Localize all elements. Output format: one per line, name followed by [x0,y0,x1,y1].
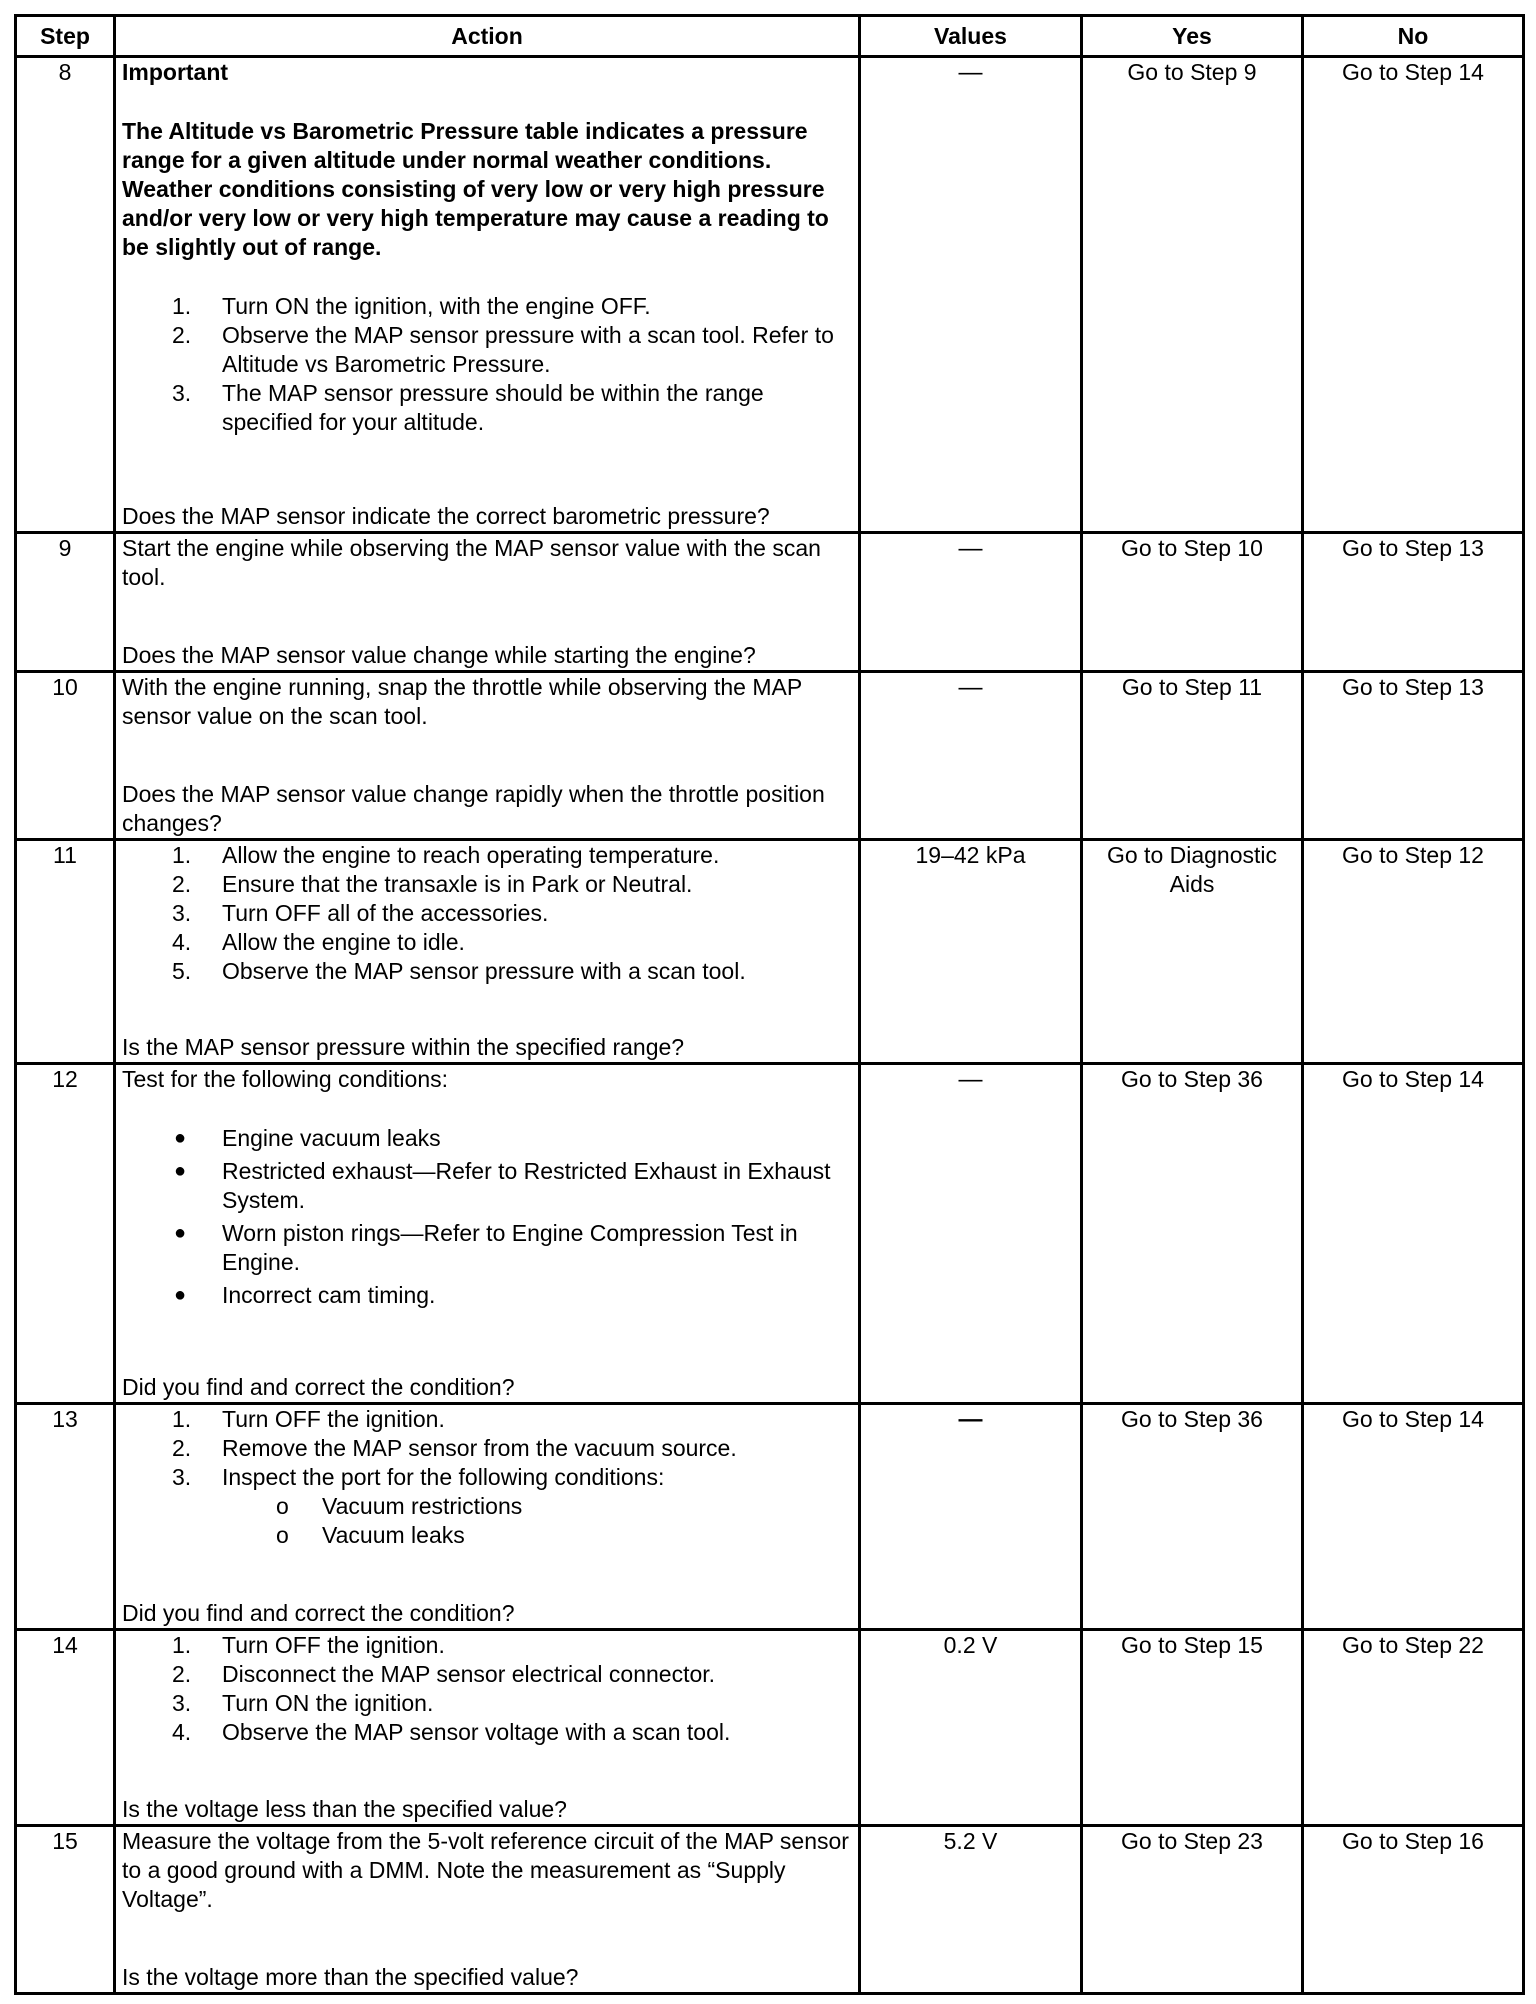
yes-cell: Go to Step 9 [1082,57,1303,533]
action-cell [115,533,860,672]
question-text: Did you find and correct the condition? [122,1600,515,1626]
instruction-text: Start the engine while observing the MAP sensor value with the scan tool. [122,535,821,590]
header-row [16,16,1524,57]
question-text: Is the voltage more than the specified value? [122,1964,579,1990]
table-row [16,1826,1524,1994]
no-cell: Go to Step 22 [1303,1630,1524,1826]
step-number: 8 [16,57,115,533]
condition-list [122,1124,852,1314]
value-cell: — [860,672,1082,840]
value-cell: — [860,1064,1082,1404]
action-cell [115,1064,860,1404]
procedure-step: 3. Turn ON the ignition. [172,1690,434,1716]
table-row [16,1630,1524,1826]
value-cell: — [860,1404,1082,1630]
table-row [16,1404,1524,1630]
value-cell: 0.2 V [860,1630,1082,1826]
procedure-step: 2. Observe the MAP sensor pressure with a scan tool. Refer to Altitude vs Barometric Pressure. [172,322,834,377]
procedure-step: 5. Observe the MAP sensor pressure with a scan tool. [172,958,746,984]
value-cell: — [860,57,1082,533]
no-cell: Go to Step 12 [1303,840,1524,1064]
important-title: Important [122,59,229,85]
instruction-text: Measure the voltage from the 5-volt reference circuit of the MAP sensor to a good ground with a DMM. Note the measurement as “Supply Voltage”. [122,1828,849,1912]
procedure-step: 1. Turn OFF the ignition. [172,1632,445,1658]
step-number: 13 [16,1404,115,1630]
question-text: Does the MAP sensor value change while starting the engine? [122,642,756,668]
instruction-text: Test for the following conditions: [122,1066,449,1092]
step-number: 9 [16,533,115,672]
value-cell: — [860,533,1082,672]
sub-condition-list [122,1492,852,1550]
procedure-step: 1. Turn ON the ignition, with the engine OFF. [172,293,651,319]
header-no: No [1303,16,1524,57]
yes-cell: Go to Step 10 [1082,533,1303,672]
procedure-step: 3. Turn OFF all of the accessories. [172,900,549,926]
procedure-list [122,1631,852,1747]
question-text: Is the voltage less than the specified value? [122,1796,567,1822]
condition-item: ● Engine vacuum leaks [174,1125,441,1151]
action-cell [115,672,860,840]
procedure-step: 2. Remove the MAP sensor from the vacuum source. [172,1435,737,1461]
no-cell: Go to Step 14 [1303,57,1524,533]
procedure-step: 1. Turn OFF the ignition. [172,1406,445,1432]
step-number: 14 [16,1630,115,1826]
instruction-text: With the engine running, snap the throttle while observing the MAP sensor value on the scan tool. [122,674,802,729]
question-text: Is the MAP sensor pressure within the specified range? [122,1034,685,1060]
no-cell: Go to Step 13 [1303,672,1524,840]
header-action: Action [115,16,860,57]
important-text: The Altitude vs Barometric Pressure table indicates a pressure range for a given altitude under normal weather conditions. Weather conditions consisting of very low or very high pressure and/or very low or very high temperature may cause a reading to be slightly out of range. [122,118,829,260]
table-row [16,672,1524,840]
diagnostic-table [14,14,1525,1995]
procedure-list [122,1405,852,1492]
yes-cell: Go to Step 11 [1082,672,1303,840]
procedure-step: 3. Inspect the port for the following conditions: [172,1464,665,1490]
condition-item: ● Incorrect cam timing. [174,1282,436,1308]
question-text: Did you find and correct the condition? [122,1374,515,1400]
question-text: Does the MAP sensor value change rapidly when the throttle position changes? [122,781,825,836]
header-values: Values [860,16,1082,57]
no-cell: Go to Step 13 [1303,533,1524,672]
procedure-step: 2. Ensure that the transaxle is in Park or Neutral. [172,871,693,897]
step-number: 10 [16,672,115,840]
action-cell [115,57,860,533]
step-number: 15 [16,1826,115,1994]
action-cell [115,1826,860,1994]
condition-item: ● Worn piston rings—Refer to Engine Compression Test in Engine. [174,1220,798,1275]
sub-condition-item: o Vacuum restrictions [276,1493,523,1519]
yes-cell: Go to Step 36 [1082,1064,1303,1404]
yes-cell: Go to Step 23 [1082,1826,1303,1994]
procedure-step: 1. Allow the engine to reach operating temperature. [172,842,720,868]
condition-item: ● Restricted exhaust—Refer to Restricted Exhaust in Exhaust System. [174,1158,831,1213]
yes-cell: Go to Diagnostic Aids [1082,840,1303,1064]
action-cell [115,840,860,1064]
action-cell [115,1404,860,1630]
procedure-list [122,841,852,986]
table-row [16,57,1524,533]
procedure-step: 4. Observe the MAP sensor voltage with a scan tool. [172,1719,731,1745]
header-yes: Yes [1082,16,1303,57]
procedure-step: 3. The MAP sensor pressure should be within the range specified for your altitude. [172,380,764,435]
no-cell: Go to Step 14 [1303,1404,1524,1630]
yes-cell: Go to Step 15 [1082,1630,1303,1826]
step-number: 11 [16,840,115,1064]
procedure-step: 2. Disconnect the MAP sensor electrical connector. [172,1661,716,1687]
yes-cell: Go to Step 36 [1082,1404,1303,1630]
no-cell: Go to Step 14 [1303,1064,1524,1404]
step-number: 12 [16,1064,115,1404]
table-row [16,840,1524,1064]
table-row [16,533,1524,672]
question-text: Does the MAP sensor indicate the correct barometric pressure? [122,503,770,529]
no-cell: Go to Step 16 [1303,1826,1524,1994]
procedure-list [122,292,852,437]
table-row [16,1064,1524,1404]
value-cell: 5.2 V [860,1826,1082,1994]
procedure-step: 4. Allow the engine to idle. [172,929,465,955]
value-cell: 19–42 kPa [860,840,1082,1064]
action-cell [115,1630,860,1826]
header-step: Step [16,16,115,57]
sub-condition-item: o Vacuum leaks [276,1522,465,1548]
